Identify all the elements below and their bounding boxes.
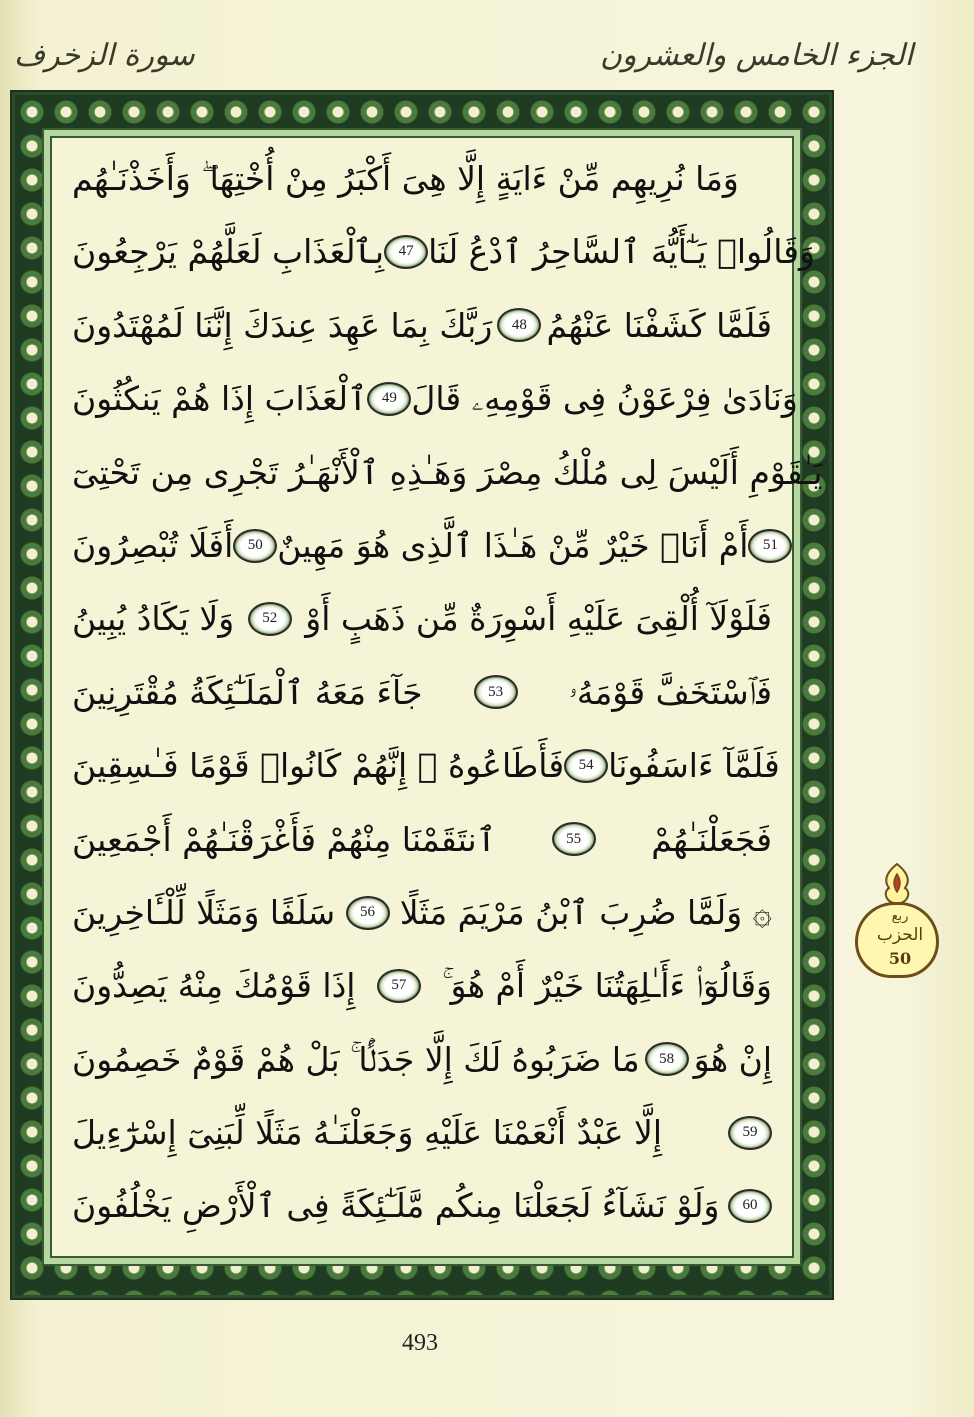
- verse-line: [72, 876, 772, 949]
- verse-line: [72, 142, 772, 215]
- ornamental-frame: [10, 90, 834, 1300]
- verse-text: وَلَوْ نَشَآءُ لَجَعَلْنَا مِنكُم مَّلَـٰٓئِكَةً فِى ٱلْأَرْضِ يَخْلُفُونَ: [72, 1186, 720, 1226]
- ayah-number-marker: 52: [248, 602, 292, 636]
- ayah-number-marker: 49: [367, 382, 411, 416]
- verse-text: فَجَعَلْنَـٰهُمْ: [651, 819, 772, 859]
- verse-text: فَٱسْتَخَفَّ قَوْمَهُۥ: [568, 672, 772, 712]
- verse-text: أَمْ أَنَا۠ خَيْرٌ مِّنْ هَـٰذَا ٱلَّذِى هُوَ مَهِينٌ: [277, 525, 749, 565]
- verse-line: [72, 949, 772, 1022]
- verse-text: رَبَّكَ بِمَا عَهِدَ عِندَكَ إِنَّنَا لَمُهْتَدُونَ: [72, 305, 493, 345]
- verse-text: وَلَا يَكَادُ يُبِينُ: [72, 599, 235, 639]
- ayah-number-marker: 56: [346, 896, 390, 930]
- ayah-number-marker: 50: [233, 529, 277, 563]
- verse-text: أَفَلَا تُبْصِرُونَ: [72, 525, 234, 565]
- hizb-ornament-icon: [879, 862, 915, 906]
- ayah-number-marker: 60: [728, 1189, 772, 1223]
- verse-text: سَلَفًا وَمَثَلًا لِّلْـَٔاخِرِينَ: [72, 892, 336, 932]
- ayah-number-marker: 55: [552, 822, 596, 856]
- verse-text: ٱلْعَذَابَ إِذَا هُمْ يَنكُثُونَ: [72, 379, 368, 419]
- verse-text: ۞ وَلَمَّا ضُرِبَ ٱبْنُ مَرْيَمَ مَثَلًا: [399, 892, 772, 932]
- ayah-number-marker: 51: [748, 529, 792, 563]
- verse-text: وَقَالُوا۟ يَـٰٓأَيُّهَ ٱلسَّاحِرُ ٱدْعُ لَنَا: [428, 232, 815, 272]
- verse-line: [72, 436, 823, 509]
- juz-name-header: الجزء الخامس والعشرون: [600, 38, 914, 73]
- hizb-quarter-label: ربع: [891, 909, 909, 924]
- hizb-number: 50: [888, 949, 912, 968]
- verse-text: فَلَمَّآ ءَاسَفُونَا: [608, 746, 780, 786]
- verse-text: فَلَمَّا كَشَفْنَا عَنْهُمُ: [546, 305, 772, 345]
- verse-text: وَنَادَىٰ فِرْعَوْنُ فِى قَوْمِهِۦ قَالَ: [411, 379, 798, 419]
- verse-text: بِٱلْعَذَابِ لَعَلَّهُمْ يَرْجِعُونَ: [72, 232, 385, 272]
- hizb-badge: [855, 902, 939, 978]
- verse-line: [72, 1023, 772, 1096]
- ayah-number-marker: 57: [377, 969, 421, 1003]
- verse-line: [72, 803, 772, 876]
- verse-text: وَقَالُوٓا۟ ءَأَـٰلِهَتُنَا خَيْرٌ أَمْ هُوَ ۚ: [442, 966, 772, 1006]
- ayah-number-marker: 58: [645, 1042, 689, 1076]
- ayah-number-marker: 47: [384, 235, 428, 269]
- verse-text: مَا ضَرَبُوهُ لَكَ إِلَّا جَدَلًۢا ۚ بَلْ هُمْ قَوْمٌ خَصِمُونَ: [72, 1039, 640, 1079]
- surah-name-header: سورة الزخرف: [14, 38, 195, 73]
- ayah-number-marker: 54: [564, 749, 608, 783]
- quran-text-panel: [44, 130, 823, 1264]
- verse-text: فَأَطَاعُوهُ ۚ إِنَّهُمْ كَانُوا۟ قَوْمًا فَـٰسِقِينَ: [72, 746, 565, 786]
- verse-lines: [72, 142, 823, 1252]
- verse-line: [72, 289, 772, 362]
- verse-line: [72, 1096, 772, 1169]
- ayah-number-marker: 59: [728, 1116, 772, 1150]
- verse-text: يَـٰقَوْمِ أَلَيْسَ لِى مُلْكُ مِصْرَ وَهَـٰذِهِ ٱلْأَنْهَـٰرُ تَجْرِى مِن تَحْتِىٓ: [72, 452, 823, 492]
- hizb-quarter-marker: [855, 862, 939, 980]
- verse-text: جَآءَ مَعَهُ ٱلْمَلَـٰٓئِكَةُ مُقْتَرِنِينَ: [72, 672, 423, 712]
- verse-line: [72, 509, 778, 582]
- verse-text: فَلَوْلَآ أُلْقِىَ عَلَيْهِ أَسْوِرَةٌ مِّن ذَهَبٍ أَوْ: [305, 599, 772, 639]
- ayah-number-marker: 48: [497, 308, 541, 342]
- verse-line: [72, 1169, 772, 1242]
- page-number: 493: [402, 1330, 438, 1356]
- ayah-number-marker: 53: [474, 675, 518, 709]
- verse-text: إِنْ هُوَ: [693, 1039, 772, 1079]
- verse-line: [72, 582, 772, 655]
- verse-text: ٱنتَقَمْنَا مِنْهُمْ فَأَغْرَقْنَـٰهُمْ أَجْمَعِينَ: [72, 819, 497, 859]
- verse-line: [72, 656, 772, 729]
- verse-text: وَمَا نُرِيهِم مِّنْ ءَايَةٍ إِلَّا هِىَ أَكْبَرُ مِنْ أُخْتِهَا ۖ وَأَخَذْنَـٰهُم: [72, 159, 739, 198]
- hizb-label: الحزب: [876, 925, 924, 945]
- verse-text: إِذَا قَوْمُكَ مِنْهُ يَصِدُّونَ: [72, 966, 356, 1006]
- verse-line: [72, 362, 798, 435]
- verse-line: [72, 729, 780, 802]
- verse-text: إِلَّا عَبْدٌ أَنْعَمْنَا عَلَيْهِ وَجَعَلْنَـٰهُ مَثَلًا لِّبَنِىٓ إِسْرَٰٓءِيلَ: [72, 1113, 663, 1153]
- verse-line: [72, 215, 815, 288]
